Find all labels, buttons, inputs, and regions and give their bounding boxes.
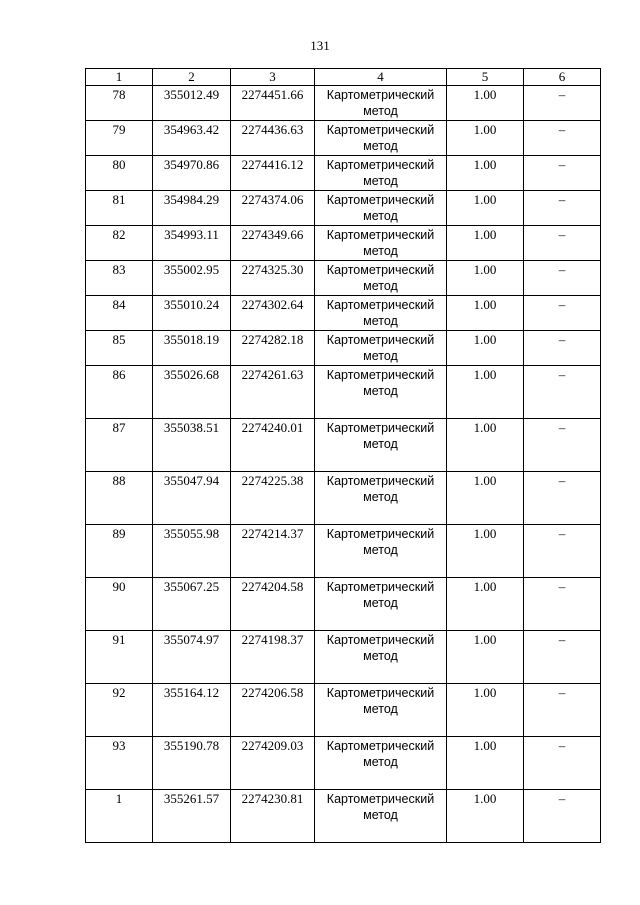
coordinate-y: 2274206.58 — [231, 684, 315, 737]
point-number: 88 — [86, 472, 153, 525]
point-number: 1 — [86, 790, 153, 843]
table-row — [86, 191, 601, 226]
precision-cell: 1.00 — [447, 631, 524, 684]
note-cell: – — [524, 684, 601, 737]
note-cell: – — [524, 121, 601, 156]
method-cell: Картометрический метод — [315, 261, 447, 296]
point-number: 87 — [86, 419, 153, 472]
point-number: 93 — [86, 737, 153, 790]
precision-cell: 1.00 — [447, 261, 524, 296]
coordinate-x: 355018.19 — [153, 331, 231, 366]
method-cell: Картометрический метод — [315, 419, 447, 472]
coordinate-y: 2274240.01 — [231, 419, 315, 472]
coordinate-x: 354984.29 — [153, 191, 231, 226]
precision-cell: 1.00 — [447, 578, 524, 631]
precision-cell: 1.00 — [447, 790, 524, 843]
method-cell: Картометрический метод — [315, 684, 447, 737]
coordinate-x: 355038.51 — [153, 419, 231, 472]
note-cell: – — [524, 86, 601, 121]
point-number: 92 — [86, 684, 153, 737]
column-header: 1 — [86, 69, 153, 86]
note-cell: – — [524, 631, 601, 684]
coordinate-y: 2274436.63 — [231, 121, 315, 156]
note-cell: – — [524, 156, 601, 191]
coordinate-x: 354970.86 — [153, 156, 231, 191]
table-row — [86, 226, 601, 261]
note-cell: – — [524, 578, 601, 631]
precision-cell: 1.00 — [447, 737, 524, 790]
coordinate-y: 2274261.63 — [231, 366, 315, 419]
method-cell: Картометрический метод — [315, 790, 447, 843]
precision-cell: 1.00 — [447, 331, 524, 366]
coordinate-x: 355261.57 — [153, 790, 231, 843]
note-cell: – — [524, 366, 601, 419]
table-row — [86, 631, 601, 684]
method-cell: Картометрический метод — [315, 366, 447, 419]
note-cell: – — [524, 226, 601, 261]
precision-cell: 1.00 — [447, 156, 524, 191]
method-cell: Картометрический метод — [315, 525, 447, 578]
coordinates-table — [85, 68, 601, 843]
coordinate-x: 355012.49 — [153, 86, 231, 121]
note-cell: – — [524, 419, 601, 472]
precision-cell: 1.00 — [447, 684, 524, 737]
table-row — [86, 472, 601, 525]
column-header: 6 — [524, 69, 601, 86]
point-number: 86 — [86, 366, 153, 419]
coordinate-x: 354963.42 — [153, 121, 231, 156]
coordinate-y: 2274451.66 — [231, 86, 315, 121]
table-row — [86, 790, 601, 843]
method-cell: Картометрический метод — [315, 737, 447, 790]
note-cell: – — [524, 261, 601, 296]
table-row — [86, 156, 601, 191]
point-number: 79 — [86, 121, 153, 156]
table-row — [86, 366, 601, 419]
precision-cell: 1.00 — [447, 121, 524, 156]
table-row — [86, 737, 601, 790]
coordinate-y: 2274214.37 — [231, 525, 315, 578]
coordinate-y: 2274374.06 — [231, 191, 315, 226]
point-number: 81 — [86, 191, 153, 226]
point-number: 89 — [86, 525, 153, 578]
method-cell: Картометрический метод — [315, 296, 447, 331]
point-number: 91 — [86, 631, 153, 684]
point-number: 80 — [86, 156, 153, 191]
precision-cell: 1.00 — [447, 419, 524, 472]
note-cell: – — [524, 296, 601, 331]
table-row — [86, 419, 601, 472]
coordinate-y: 2274349.66 — [231, 226, 315, 261]
coordinate-x: 355067.25 — [153, 578, 231, 631]
column-header: 2 — [153, 69, 231, 86]
table-row — [86, 525, 601, 578]
table-header-row — [86, 69, 601, 86]
coordinate-x: 355074.97 — [153, 631, 231, 684]
method-cell: Картометрический метод — [315, 191, 447, 226]
page-number: 131 — [310, 38, 330, 53]
coordinate-y: 2274282.18 — [231, 331, 315, 366]
precision-cell: 1.00 — [447, 226, 524, 261]
note-cell: – — [524, 191, 601, 226]
precision-cell: 1.00 — [447, 86, 524, 121]
precision-cell: 1.00 — [447, 191, 524, 226]
note-cell: – — [524, 525, 601, 578]
method-cell: Картометрический метод — [315, 226, 447, 261]
column-header: 3 — [231, 69, 315, 86]
coordinate-x: 355010.24 — [153, 296, 231, 331]
table-row — [86, 261, 601, 296]
point-number: 90 — [86, 578, 153, 631]
precision-cell: 1.00 — [447, 296, 524, 331]
table-row — [86, 684, 601, 737]
coordinate-x: 355002.95 — [153, 261, 231, 296]
table-row — [86, 578, 601, 631]
coordinate-y: 2274225.38 — [231, 472, 315, 525]
point-number: 85 — [86, 331, 153, 366]
coordinate-y: 2274204.58 — [231, 578, 315, 631]
precision-cell: 1.00 — [447, 525, 524, 578]
point-number: 82 — [86, 226, 153, 261]
coordinate-x: 355164.12 — [153, 684, 231, 737]
note-cell: – — [524, 472, 601, 525]
table-row — [86, 86, 601, 121]
point-number: 84 — [86, 296, 153, 331]
method-cell: Картометрический метод — [315, 86, 447, 121]
table-row — [86, 331, 601, 366]
coordinate-x: 355026.68 — [153, 366, 231, 419]
method-cell: Картометрический метод — [315, 631, 447, 684]
table-row — [86, 121, 601, 156]
coordinate-y: 2274230.81 — [231, 790, 315, 843]
coordinate-y: 2274325.30 — [231, 261, 315, 296]
coordinate-y: 2274198.37 — [231, 631, 315, 684]
column-header: 5 — [447, 69, 524, 86]
precision-cell: 1.00 — [447, 472, 524, 525]
note-cell: – — [524, 331, 601, 366]
column-header: 4 — [315, 69, 447, 86]
table-row — [86, 296, 601, 331]
point-number: 78 — [86, 86, 153, 121]
coordinate-x: 355047.94 — [153, 472, 231, 525]
coordinate-x: 355055.98 — [153, 525, 231, 578]
point-number: 83 — [86, 261, 153, 296]
note-cell: – — [524, 790, 601, 843]
method-cell: Картометрический метод — [315, 472, 447, 525]
note-cell: – — [524, 737, 601, 790]
coordinate-y: 2274302.64 — [231, 296, 315, 331]
precision-cell: 1.00 — [447, 366, 524, 419]
method-cell: Картометрический метод — [315, 578, 447, 631]
coordinate-y: 2274416.12 — [231, 156, 315, 191]
coordinate-x: 354993.11 — [153, 226, 231, 261]
method-cell: Картометрический метод — [315, 156, 447, 191]
method-cell: Картометрический метод — [315, 121, 447, 156]
method-cell: Картометрический метод — [315, 331, 447, 366]
coordinate-y: 2274209.03 — [231, 737, 315, 790]
coordinate-x: 355190.78 — [153, 737, 231, 790]
